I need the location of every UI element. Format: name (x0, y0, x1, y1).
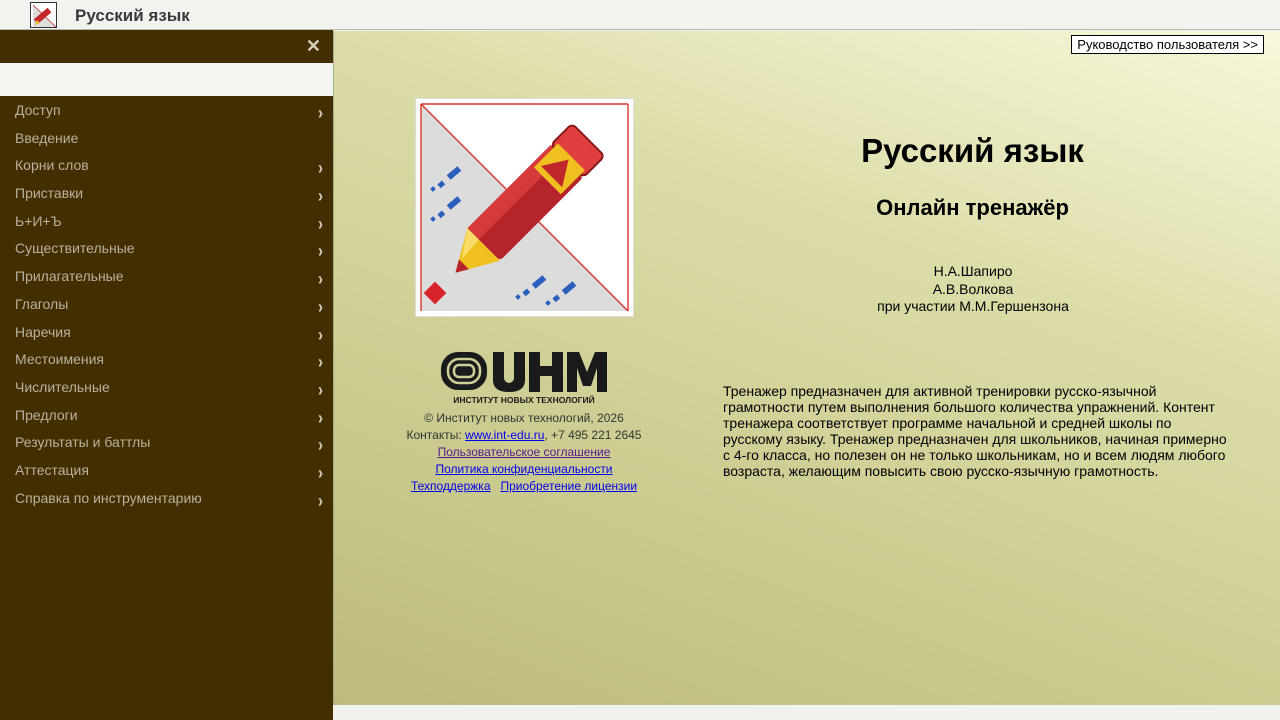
sidebar-item[interactable] (0, 207, 333, 235)
buy-license-link[interactable]: Приобретение лицензии (500, 479, 638, 493)
website-link[interactable]: www.int-edu.ru (465, 428, 545, 442)
sidebar-item-label: Корни слов (15, 157, 89, 174)
sidebar-item-label: Существительные (15, 240, 135, 257)
authors-block (823, 263, 1123, 316)
course-description: Тренажер предназначен для активной тренировки русско-язычной грамотности путем выполнения большого количества упражнений. Контент тренажера соответствует программе начальной и средней школы по русскому языку. Тренажер предназначен для школьников, начиная примерно с 4-го класса, но полезен он не только школьникам, но и всем людям любого возраста, желающим повысить свою русско-язычную грамотность. (723, 383, 1227, 479)
sidebar-item-label: Предлоги (15, 406, 78, 423)
chevron-right-icon: › (318, 490, 323, 512)
sidebar-item-label: Ь+И+Ъ (15, 212, 62, 229)
chevron-right-icon: › (318, 241, 323, 263)
sidebar-item[interactable] (0, 345, 333, 373)
bottom-strip (333, 705, 1280, 720)
sidebar-item[interactable] (0, 179, 333, 207)
app-pencil-icon[interactable] (30, 2, 57, 28)
chevron-right-icon: › (318, 158, 323, 180)
sidebar (0, 30, 333, 720)
sidebar-item[interactable] (0, 401, 333, 429)
institute-logo (439, 349, 609, 407)
user-agreement-link[interactable]: Пользовательское соглашение (437, 445, 611, 459)
sidebar-item-label: Справка по инструментарию (15, 489, 202, 506)
chevron-right-icon: › (318, 103, 323, 124)
sidebar-item-label: Числительные (15, 378, 110, 395)
chevron-right-icon: › (318, 435, 323, 456)
chevron-right-icon: › (318, 380, 323, 401)
chevron-right-icon: › (318, 186, 323, 207)
user-manual-button[interactable]: Руководство пользователя >> (1071, 35, 1264, 54)
institute-logo-text: ИНСТИТУТ НОВЫХ ТЕХНОЛОГИЙ (453, 395, 595, 405)
sidebar-item-label: Аттестация (15, 461, 89, 478)
sidebar-item-label: Местоимения (15, 351, 105, 368)
privacy-policy-link[interactable]: Политика конфиденциальности (435, 462, 613, 476)
close-icon[interactable]: ✕ (305, 36, 321, 56)
sidebar-item[interactable] (0, 484, 333, 512)
course-title: Русский язык (861, 132, 1084, 169)
chevron-right-icon: › (318, 324, 323, 346)
chevron-right-icon: › (318, 407, 323, 429)
chevron-right-icon: › (318, 352, 323, 373)
sidebar-item[interactable] (0, 456, 333, 484)
sidebar-item[interactable] (0, 234, 333, 262)
support-link[interactable]: Техподдержка (410, 479, 491, 493)
chevron-right-icon: › (318, 297, 323, 318)
sidebar-item-label: Результаты и баттлы (15, 434, 151, 451)
chevron-right-icon: › (318, 463, 323, 484)
sidebar-item[interactable] (0, 290, 333, 318)
sidebar-item[interactable] (0, 96, 333, 124)
sidebar-item-label: Глаголы (15, 295, 69, 312)
sidebar-item-label: Наречия (15, 323, 71, 340)
sidebar-item[interactable] (0, 428, 333, 456)
sidebar-item[interactable] (0, 124, 333, 152)
author-name: Н.А.Шапиро (933, 263, 1013, 279)
top-bar (0, 0, 1280, 30)
copyright-text: © Институт новых технологий, 2026 (424, 411, 624, 425)
sidebar-item[interactable] (0, 262, 333, 290)
app-title: Русский язык (75, 6, 190, 25)
sidebar-item-label: Приставки (15, 185, 84, 202)
sidebar-item-label: Доступ (15, 102, 61, 118)
contacts-label: Контакты: (406, 428, 466, 442)
sidebar-item[interactable] (0, 151, 333, 179)
sidebar-search-input[interactable] (0, 63, 333, 96)
sidebar-menu (0, 96, 333, 511)
chevron-right-icon: › (318, 269, 323, 290)
sidebar-item-label: Прилагательные (15, 268, 124, 285)
author-name: при участии М.М.Гершензона (877, 298, 1069, 314)
main-content (333, 31, 1280, 705)
author-name: А.В.Волкова (932, 280, 1014, 297)
contacts-line (374, 428, 674, 442)
sidebar-item-label: Введение (15, 129, 79, 146)
sidebar-item[interactable] (0, 373, 333, 401)
chevron-right-icon: › (318, 214, 323, 235)
sidebar-item[interactable] (0, 318, 333, 346)
course-logo-image (416, 99, 633, 316)
phone-text: , +7 495 221 2645 (544, 428, 642, 442)
course-subtitle: Онлайн тренажёр (876, 195, 1069, 220)
